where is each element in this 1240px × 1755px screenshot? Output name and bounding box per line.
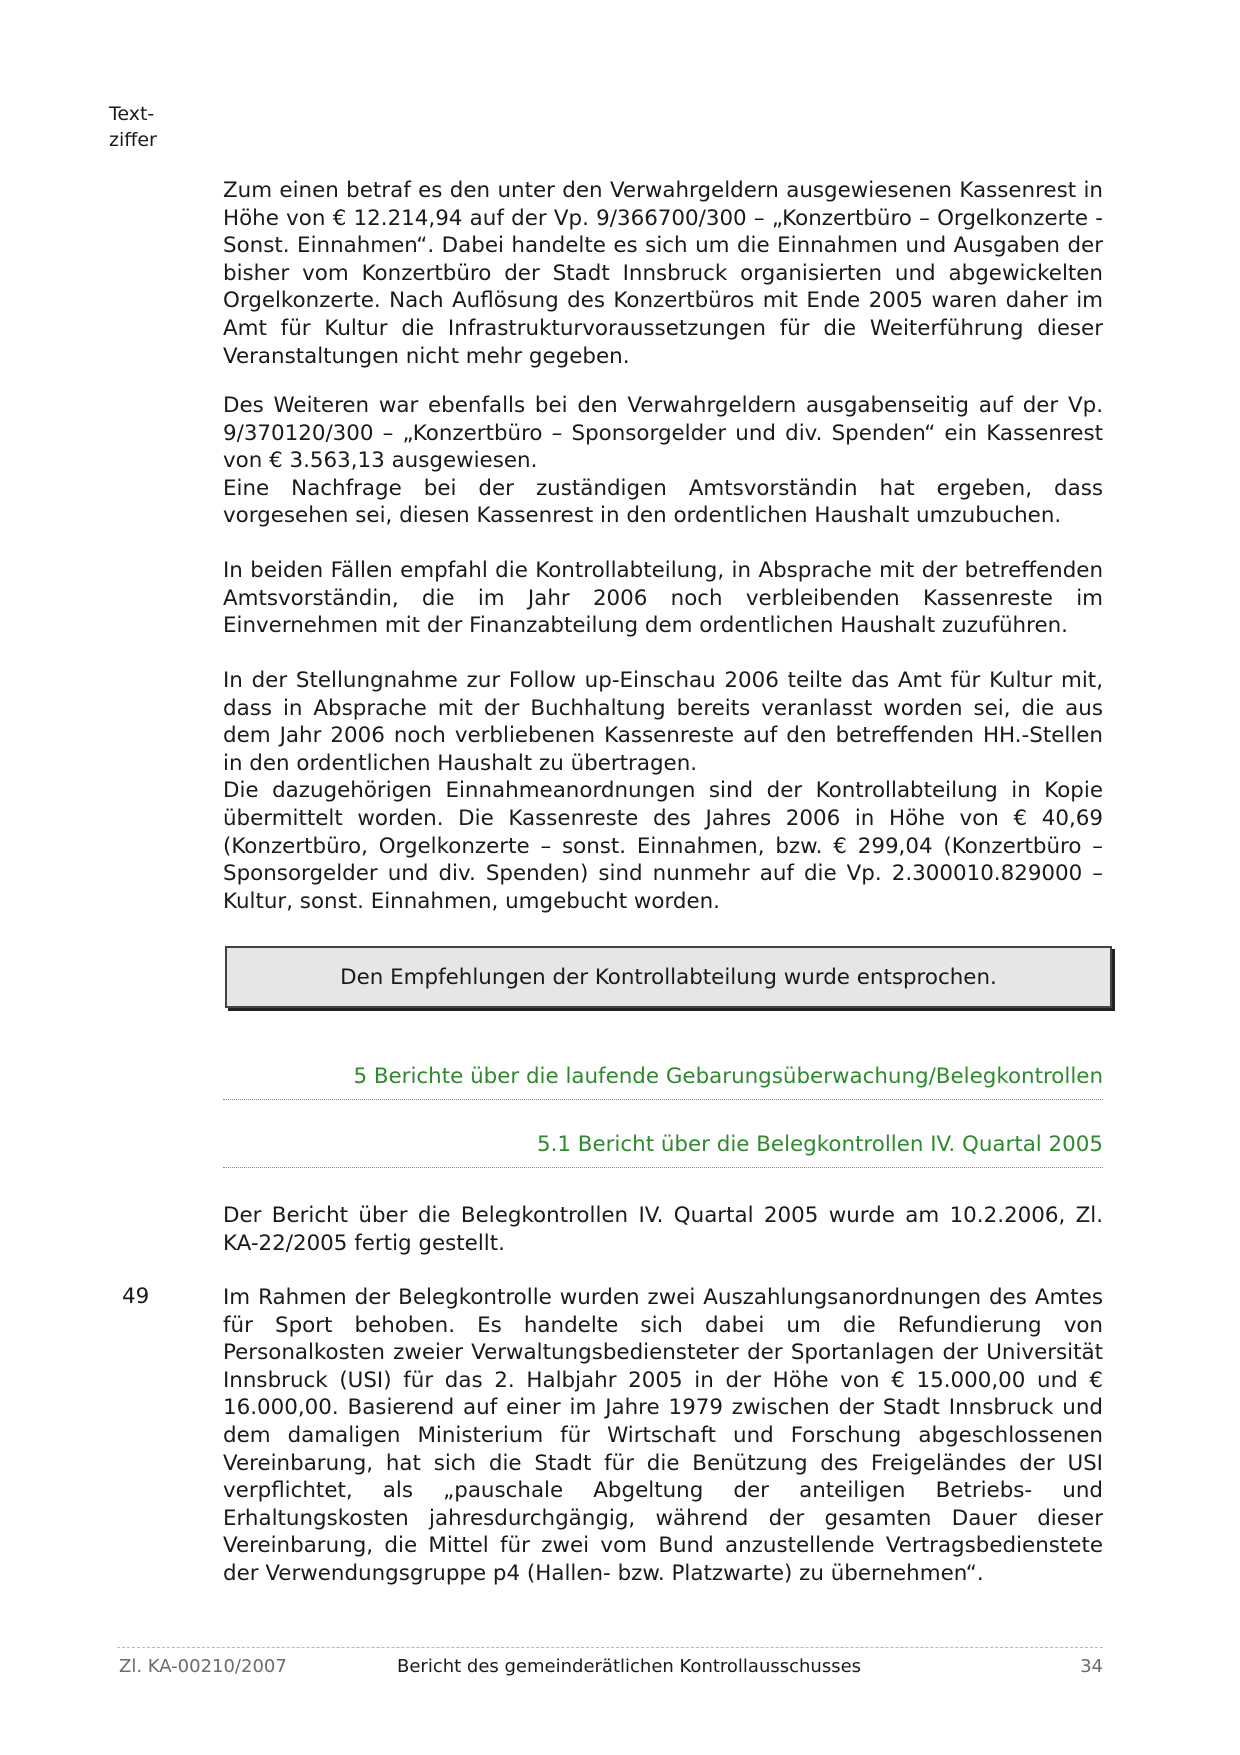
- paragraph-empfehlung: In beiden Fällen empfahl die Kontrollabteilung, in Absprache mit der betreffenden Amtsvorständin, die im Jahr 2006 noch verbleibenden Kassenreste im Einvernehmen mit der Finanzabteilung dem ordentlichen Haushalt zuzuführen.: [223, 558, 1103, 639]
- callout-text: Den Empfehlungen der Kontrollabteilung wurde entsprochen.: [340, 964, 997, 990]
- textziffer-number: 49: [122, 1284, 150, 1309]
- paragraph-einnahmeanordnungen: Die dazugehörigen Einnahmeanordnungen sind der Kontrollabteilung in Kopie übermittelt worden. Die Kassenreste des Jahres 2006 in Höhe von € 40,69 (Konzertbüro, Orgelkonzerte – sonst. Einnahmen, bzw. € 299,04 (Konzertbüro – Sponsorgelder und div. Spenden) sind nunmehr auf die Vp. 2.300010.829000 – Kultur, sonst. Einnahmen, umgebucht worden.: [223, 778, 1103, 914]
- margin-label-line1: Text-: [109, 103, 155, 125]
- section-heading-5-1: 5.1 Bericht über die Belegkontrollen IV. Quartal 2005: [223, 1132, 1103, 1168]
- margin-label-textziffer: [109, 101, 157, 153]
- footer-divider: [117, 1647, 1103, 1648]
- paragraph-belegkontrolle-usi: Im Rahmen der Belegkontrolle wurden zwei Auszahlungsanordnungen des Amtes für Sport behoben. Es handelte sich dabei um die Refundierung von Personalkosten zweier Verwaltungsbediensteter der Sportanlagen der Universität Innsbruck (USI) für das 2. Halbjahr 2005 in der Höhe von € 15.000,00 und € 16.000,00. Basierend auf einer im Jahre 1979 zwischen der Stadt Innsbruck und dem damaligen Ministerium für Wirtschaft und Forschung abgeschlossenen Vereinbarung, hat sich die Stadt für die Benützung des Freigeländes der USI verpflichtet, als „pauschale Abgeltung der anteiligen Betriebs- und Erhaltungskosten jahresdurchgängig, während der gesamten Dauer dieser Vereinbarung, die Mittel für zwei vom Bund anzustellende Vertragsbedienstete der Verwendungsgruppe p4 (Hallen- bzw. Platzwarte) zu übernehmen“.: [223, 1285, 1103, 1586]
- callout-box: [225, 946, 1112, 1008]
- footer-page-number: 34: [1080, 1656, 1103, 1677]
- paragraph-group-sponsorgelder: [223, 392, 1103, 530]
- section-heading-5: 5 Berichte über die laufende Gebarungsüberwachung/Belegkontrollen: [223, 1064, 1103, 1100]
- paragraph-nachfrage: Eine Nachfrage bei der zuständigen Amtsvorständin hat ergeben, dass vorgesehen sei, diesen Kassenrest in den ordentlichen Haushalt umzubuchen.: [223, 475, 1103, 529]
- paragraph-kassenrest-sponsorgelder: Des Weiteren war ebenfalls bei den Verwahrgeldern ausgabenseitig auf der Vp. 9/370120/300 – „Konzertbüro – Sponsorgelder und div. Spenden“ ein Kassenrest von € 3.563,13 ausgewiesen.: [223, 393, 1103, 474]
- margin-label-line2: ziffer: [109, 129, 157, 151]
- paragraph-bericht-belegkontrollen: Der Bericht über die Belegkontrollen IV. Quartal 2005 wurde am 10.2.2006, Zl. KA-22/2005 fertig gestellt.: [223, 1203, 1103, 1256]
- footer-title: Bericht des gemeinderätlichen Kontrollausschusses: [397, 1656, 862, 1677]
- footer-reference: Zl. KA-00210/2007: [119, 1656, 287, 1677]
- paragraph-kassenrest-orgelkonzerte: Zum einen betraf es den unter den Verwahrgeldern ausgewiesenen Kassenrest in Höhe von € 12.214,94 auf der Vp. 9/366700/300 – „Konzertbüro – Orgelkonzerte - Sonst. Einnahmen“. Dabei handelte es sich um die Einnahmen und Ausgaben der bisher vom Konzertbüro der Stadt Innsbruck organisierten und abgewickelten Orgelkonzerte. Nach Auflösung des Konzertbüros mit Ende 2005 waren daher im Amt für Kultur die Infrastrukturvoraussetzungen für die Weiterführung dieser Veranstaltungen nicht mehr gegeben.: [223, 178, 1103, 369]
- paragraph-group-stellungnahme: [223, 667, 1103, 915]
- paragraph-stellungnahme: In der Stellungnahme zur Follow up-Einschau 2006 teilte das Amt für Kultur mit, dass in Absprache mit der Buchhaltung bereits veranlasst worden sei, die aus dem Jahr 2006 noch verbliebenen Kassenreste auf den betreffenden HH.-Stellen in den ordentlichen Haushalt zu übertragen.: [223, 668, 1103, 776]
